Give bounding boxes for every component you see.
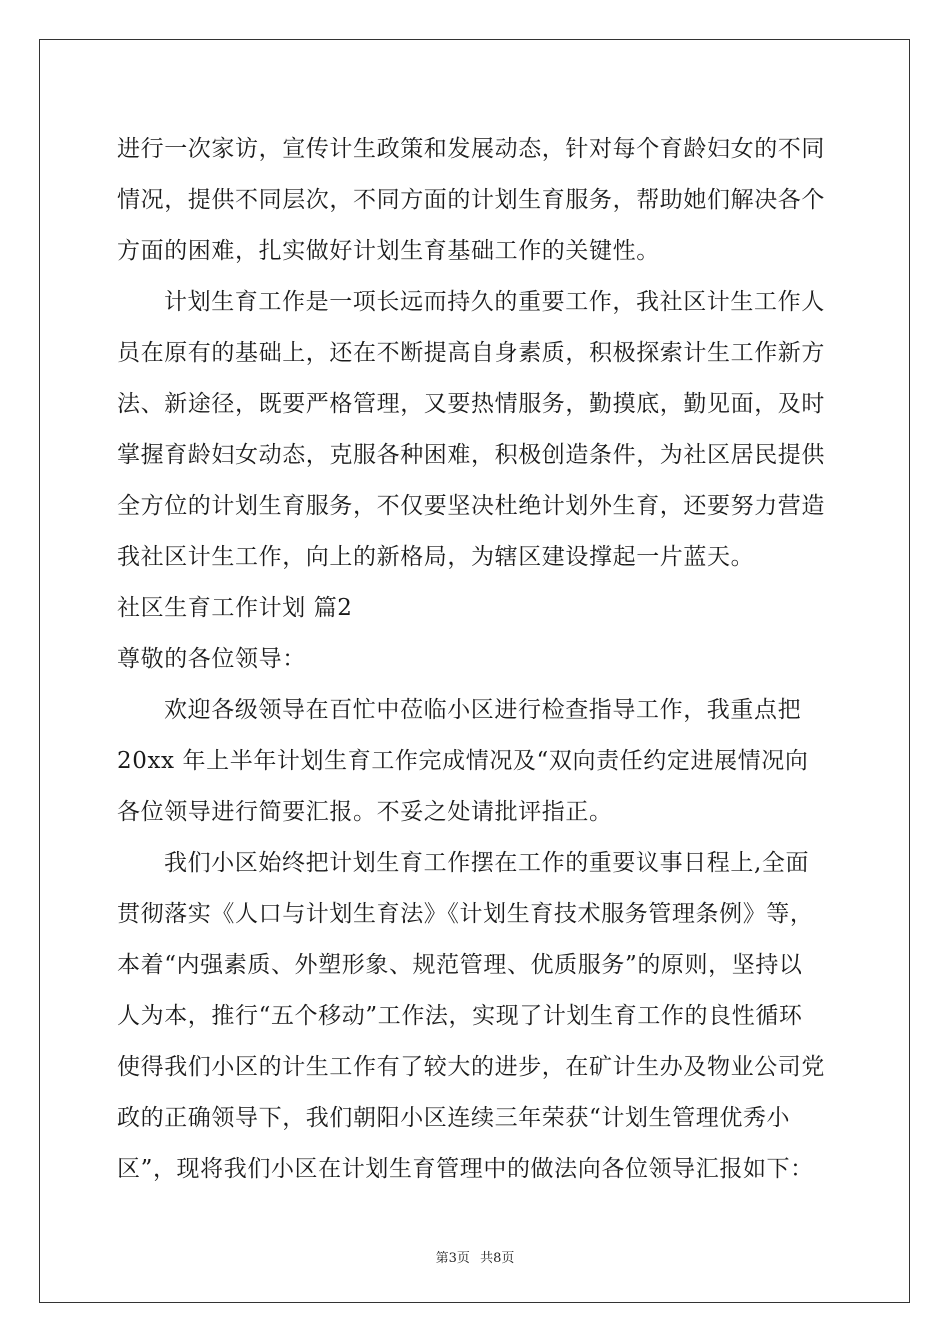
paragraph [117, 634, 837, 685]
page-total: 共8页 [480, 1251, 515, 1266]
text-line: 我们小区始终把计划生育工作摆在工作的重要议事日程上,全面 [164, 850, 810, 876]
text-line: 本着“内强素质、外塑形象、规范管理、优质服务”的原则，坚持以 [117, 952, 803, 978]
text-line: 员在原有的基础上，还在不断提高自身素质，积极探索计生工作新方 [117, 340, 825, 366]
paragraph [117, 277, 837, 583]
text-line: 进行一次家访，宣传计生政策和发展动态，针对每个育龄妇女的不同 [117, 136, 825, 162]
text-line: 全方位的计划生育服务，不仅要坚决杜绝计划外生育，还要努力营造 [117, 493, 825, 519]
text-line: 人为本，推行“五个移动”工作法，实现了计划生育工作的良性循环 [117, 1003, 803, 1029]
text-line: 法、新途径，既要严格管理，又要热情服务，勤摸底，勤见面，及时 [117, 391, 825, 417]
text-line: 方面的困难，扎实做好计划生育基础工作的关键性。 [117, 238, 660, 264]
text-line: 欢迎各级领导在百忙中莅临小区进行检查指导工作，我重点把 [164, 697, 802, 723]
text-line: 区”，现将我们小区在计划生育管理中的做法向各位领导汇报如下： [117, 1156, 814, 1182]
text-line: 社区生育工作计划 篇2 [117, 595, 353, 621]
paragraph [117, 838, 837, 1195]
text-line: 尊敬的各位领导： [117, 646, 306, 672]
paragraph [117, 583, 837, 634]
text-line: 使得我们小区的计生工作有了较大的进步，在矿计生办及物业公司党 [117, 1054, 825, 1080]
text-line: 政的正确领导下，我们朝阳小区连续三年荣获“计划生管理优秀小 [117, 1105, 791, 1131]
text-line: 掌握育龄妇女动态，克服各种困难，积极创造条件，为社区居民提供 [117, 442, 825, 468]
text-line: 我社区计生工作，向上的新格局，为辖区建设撑起一片蓝天。 [117, 544, 755, 570]
text-line: 20xx 年上半年计划生育工作完成情况及“双向责任约定进展情况向 [117, 748, 809, 774]
page-footer [0, 1247, 950, 1266]
paragraph [117, 124, 837, 277]
paragraph [117, 685, 837, 838]
text-line: 贯彻落实《人口与计划生育法》《计划生育技术服务管理条例》等， [117, 901, 814, 927]
text-line: 计划生育工作是一项长远而持久的重要工作，我社区计生工作人 [164, 289, 825, 315]
page-number: 第3页 [435, 1251, 470, 1266]
document-body [117, 124, 837, 1195]
text-line: 情况，提供不同层次，不同方面的计划生育服务，帮助她们解决各个 [117, 187, 825, 213]
text-line: 各位领导进行简要汇报。不妥之处请批评指正。 [117, 799, 613, 825]
